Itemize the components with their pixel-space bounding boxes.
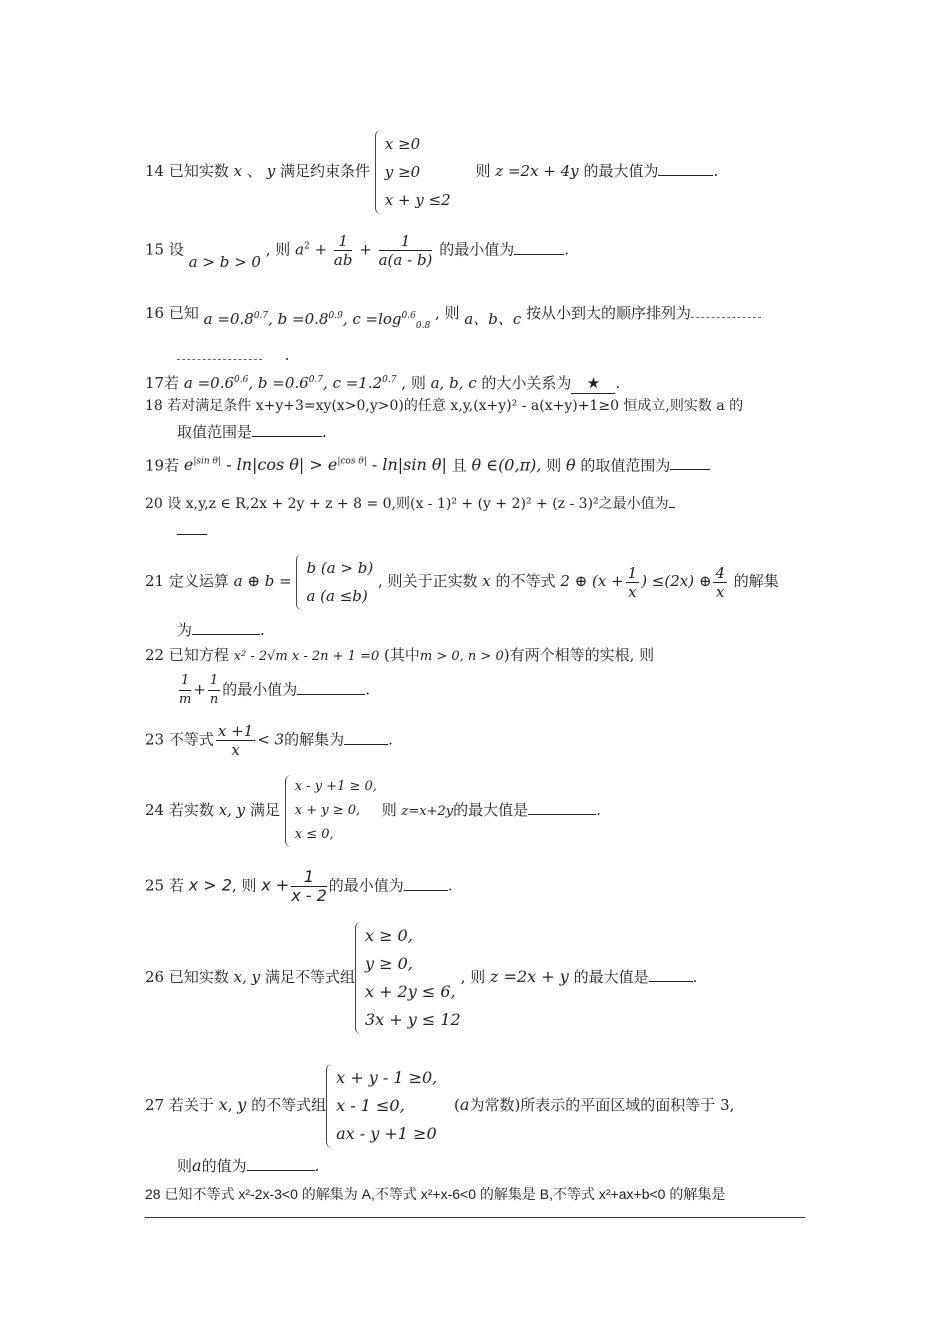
text: . [713,162,719,180]
problem-27-cont [177,1156,319,1176]
star-icon: ★ [586,374,601,392]
footer-rule [145,1217,805,1218]
constraint: x - 1 ≤0, [336,1096,405,1115]
problem-number: 23 [145,730,165,749]
constraint: y ≥ 0, [364,954,413,973]
text: 满足 [249,801,280,819]
constraint: x + y ≤2 [384,191,451,209]
problem-14 [145,130,718,214]
text: 的最小值为 [328,876,404,895]
text: 且 [451,456,467,475]
text: 、 [246,162,262,180]
answer-blank[interactable] [192,634,260,635]
text: 为常数)所表示的平面区域的面积等于 3, [469,1096,735,1114]
problem-number: 17 [145,374,165,392]
case: a (a ≤b) [306,587,368,605]
text: 的取值范围为 [580,456,671,475]
text: 的最小值为 [439,240,515,259]
text: 的最大值是 [453,801,529,819]
text: 定义运算 [168,572,229,590]
math: z=x+2y [401,804,454,819]
text: + [359,240,372,259]
math: x [218,1095,228,1114]
text: . [692,968,698,986]
answer-blank[interactable] [252,436,322,437]
text: , 则 [231,876,257,895]
answer-blank[interactable] [658,175,713,176]
text: 按从小到大的顺序排列为 [526,304,692,322]
constraint: x - y +1 ≥ 0, [294,779,377,794]
math: x [233,162,243,180]
answer-blank[interactable] [669,507,675,508]
problem-15: 15 设 a > b > 0 , 则 $a^2$ + $\frac{1}{ab}$ + $\frac{1}{a(a - b)}$ 的最小值为 . [145,232,569,271]
text: 若关于 [168,1096,214,1114]
text: . [284,346,290,364]
math: x² - 2√m x - 2n + 1 =0 [233,649,380,664]
answer-blank[interactable] [297,694,365,695]
problem-number: 21 [145,572,165,590]
math: x + [261,875,290,895]
text: 的不等式 [495,572,556,590]
math: x, y [233,968,261,986]
constraint: y ≥0 [384,163,421,181]
text: . [615,374,621,392]
text: 设 [168,240,184,259]
problem-18-cont [177,422,327,442]
problem-number: 24 [145,801,165,819]
math: ) ≤(2x) ⊕ [641,572,712,590]
text: 的解集为 [284,730,345,749]
text: , 则 [460,968,486,986]
text: 若 [164,374,180,392]
text: 的不等式组 [251,1096,327,1114]
problem-number: 22 [145,646,165,664]
text: 已知方程 [168,646,229,664]
answer-blank[interactable] [649,981,693,982]
math: a [295,240,305,259]
text: 若对满足条件 x+y+3=xy(x>0,y>0)的任意 x,y,(x+y)² - a(x+y)+1≥0 恒成立,则实数 a 的 [167,398,744,414]
fraction: $\frac{1}{x}$ [627,563,638,601]
math: y [237,1095,247,1114]
fraction: $\frac{1}{ab}$ [333,232,353,269]
constraint-system [375,130,451,214]
problem-number: 19 [145,456,165,475]
math: x > 2 [188,875,232,895]
problem-number: 27 [145,1096,165,1114]
math: a ⊕ b = [233,572,292,590]
text: . [388,730,393,749]
problem-26 [145,922,697,1034]
problem-number: 20 [145,496,163,512]
answer-blank[interactable] [247,1170,315,1171]
fraction: $\frac{1}{n}$ [209,673,219,707]
problem-21-cont [177,620,265,640]
constraint-system [285,775,377,847]
problem-19 [145,452,710,475]
answer-blank[interactable] [670,469,710,470]
fraction: $\frac{4}{x}$ [715,563,725,601]
constraint-system [355,922,461,1034]
text: 若 [168,876,184,895]
fraction: $\frac{x +1}{x}$ [217,722,254,759]
text: . [314,1157,320,1175]
constraint: x + 2y ≤ 6, [364,982,456,1001]
text: 则 [475,162,491,180]
answer-blank[interactable] [691,317,761,318]
math: a, b, c [430,374,477,392]
answer-blank[interactable] [177,534,207,535]
problem-27 [145,1064,734,1148]
text: 的最大值是 [573,968,649,986]
math: 2 ⊕ (x + [560,572,624,590]
problem-23 [145,722,393,759]
text: 为 [177,621,193,639]
problem-number: 16 [145,304,165,322]
problem-16-cont [177,345,290,365]
text: 满足不等式组 [264,968,355,986]
problem-25 [145,868,453,905]
text: + [314,240,328,259]
text: 若 [164,456,180,475]
math: m > 0, n > 0 [419,649,504,664]
problem-number: 14 [145,162,165,180]
text: 则 [177,1157,193,1175]
problem-number: 26 [145,968,165,986]
text: 的最小值为 [222,680,298,699]
text: , 则 [265,240,291,259]
text: 已知实数 [168,162,229,180]
problem-number: 25 [145,876,165,895]
text: . [322,423,327,441]
problem-16 [145,300,761,330]
constraint: x + y ≥ 0, [294,803,361,818]
answer-blank[interactable] [404,890,448,891]
math: z =2x + 4y [495,162,579,180]
constraint: x ≤ 0, [294,827,334,842]
problem-24 [145,775,601,847]
math: x, y [218,801,246,819]
text: 若实数 [168,801,214,819]
answer-blank[interactable] [344,744,388,745]
text: 的值为 [201,1157,247,1175]
text: . [596,801,601,819]
text: 已知实数 [168,968,229,986]
answer-blank[interactable] [514,254,564,255]
text: (其中 [384,646,420,664]
text: 设 x,y,z ∈ R,2x + 2y + z + 8 = 0,则(x - 1)² + (y + 2)² + (z - 3)²之最小值为 [167,496,669,512]
constraint-system [326,1064,437,1148]
math: a、b、c [464,310,522,328]
text: 已知 [168,304,199,322]
problem-number: 18 [145,398,163,414]
piecewise-definition [296,554,373,610]
text: , [227,1096,233,1114]
text: . [260,621,265,639]
math: x [482,572,491,590]
answer-blank[interactable] [177,359,262,360]
answer-blank[interactable] [528,814,596,815]
math: $a =0.6^{0.6}$, $b =0.6^{0.7}$, $c =1.2^{0.7}$ [183,374,397,392]
math: a [459,1095,470,1114]
text: 的解集 [733,572,779,590]
fraction: $\frac{1}{a(a - b)}$ [378,232,433,269]
text: , 则 [434,304,460,322]
text: , 则 [401,374,426,392]
text: 已知不等式 x²-2x-3<0 的解集为 A,不等式 x²+x-6<0 的解集是 B,不等式 x²+ax+b<0 的解集是 [164,1186,726,1202]
text: + [193,680,206,699]
text: )有两个相等的实根, 则 [503,646,655,664]
problem-28 [145,1184,725,1204]
problem-number: 28 [145,1186,161,1202]
constraint: x ≥0 [384,135,421,153]
problem-20-cont [177,520,207,540]
text: 取值范围是 [177,423,253,441]
text: 的大小关系为 [481,374,572,392]
text: 则 [381,801,397,819]
math: $e^{|sin \theta|} - \ln|\cos$ $\theta| > e^{|cos \theta|} - \ln|\sin$ θ| [183,455,447,475]
text: . [564,240,569,259]
text: , 则关于正实数 [377,572,478,590]
math: $a =0.8^{0.7}$, $b =0.8^{0.9}$, $c =\log^{0.6}_{0.8}$ [203,310,431,331]
text: 则 [546,456,562,475]
problem-20 [145,494,675,514]
problem-22 [145,645,654,667]
problem-17 [145,370,620,394]
problem-22-cont [177,672,370,709]
problem-number: 15 [145,240,165,259]
math: a [192,1156,202,1175]
problem-21 [145,554,779,610]
case: b (a > b) [306,559,374,577]
text: 满足约束条件 [279,162,370,180]
text: . [447,876,453,895]
text: 不等式 [168,730,214,749]
text: 的最大值为 [583,162,659,180]
math: θ ∈(0,π), [471,455,542,475]
constraint: x ≥ 0, [364,926,413,945]
math: a > b > 0 [188,252,261,271]
fraction: $\frac{1}{x - 2}$ [291,867,327,905]
text: . [365,680,370,699]
fraction: $\frac{1}{m}$ [179,673,192,707]
math: θ [566,455,576,475]
answer-blank[interactable] [571,373,615,394]
math: y [266,162,276,180]
constraint: x + y - 1 ≥0, [336,1068,438,1087]
constraint: 3x + y ≤ 12 [364,1010,461,1029]
problem-18 [145,396,743,416]
text: ( [454,1096,460,1114]
math: z =2x + y [490,967,569,986]
constraint: ax - y +1 ≥0 [336,1124,437,1143]
math: < 3 [257,730,285,749]
